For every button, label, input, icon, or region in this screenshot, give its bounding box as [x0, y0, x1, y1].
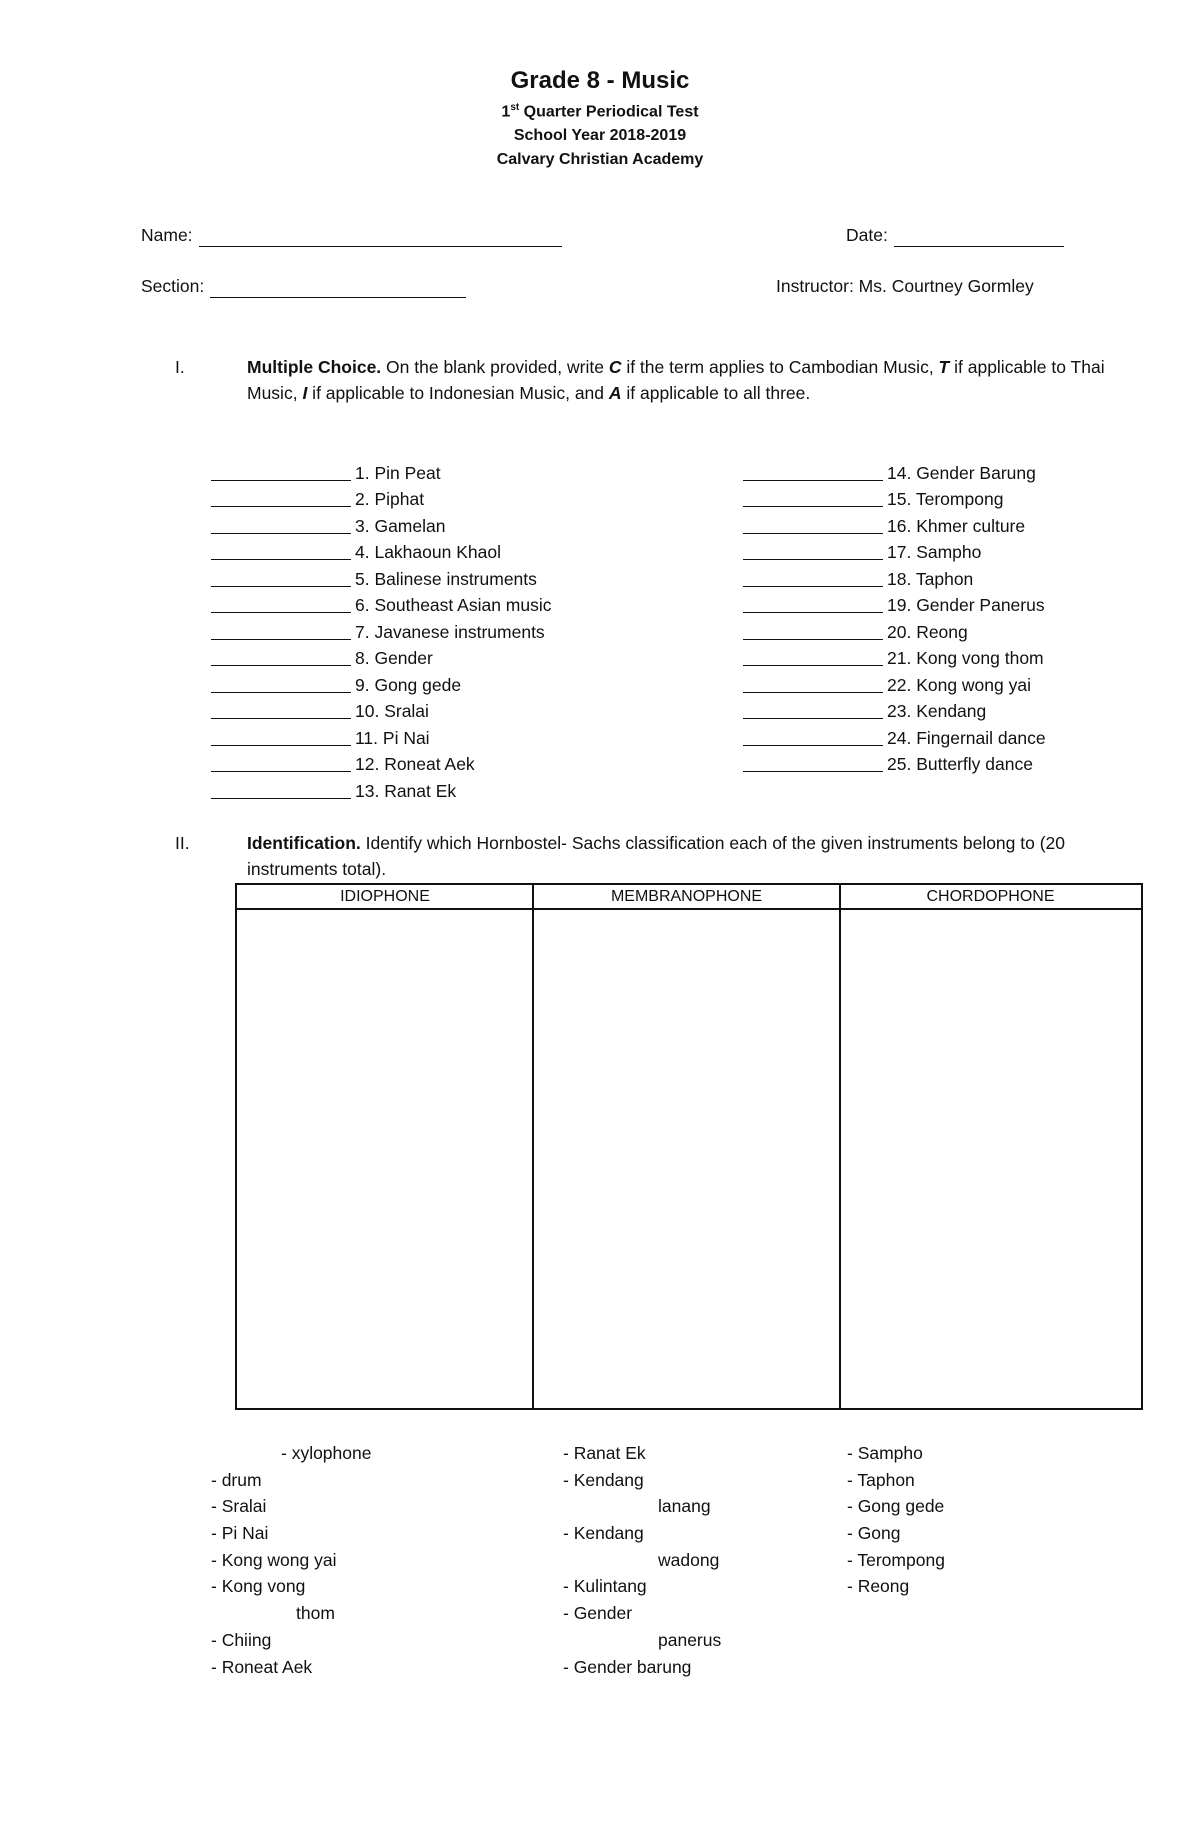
header-idiophone: IDIOPHONE: [340, 888, 430, 905]
answer-blank[interactable]: [211, 594, 351, 613]
part2-instructions: [247, 830, 1127, 882]
test-item: [743, 724, 1046, 751]
name-field: [141, 223, 562, 247]
word-bank-entry: - Terompong: [847, 1549, 945, 1570]
items-left-column: [211, 459, 552, 804]
answer-blank[interactable]: [211, 462, 351, 481]
code-c: C: [608, 357, 622, 377]
section-field: [141, 274, 466, 298]
item-label: 23. Kendang: [887, 701, 987, 721]
test-item: [743, 698, 1046, 725]
section-label: Section:: [141, 276, 205, 296]
quarter-rest: Quarter Periodical Test: [519, 103, 699, 121]
word-bank-entry: - Chiing: [211, 1629, 272, 1650]
part1-text-2: if the term applies to Cambodian Music,: [621, 357, 939, 377]
word-bank-entry: - Kulintang: [563, 1576, 647, 1597]
document-title: Grade 8 - Music: [510, 67, 690, 94]
word-bank-entry: - Reong: [847, 1576, 910, 1597]
word-bank-entry: - Sralai: [211, 1496, 267, 1517]
word-bank-entry: - Ranat Ek: [563, 1443, 646, 1463]
test-item: [743, 751, 1046, 778]
membranophone-answer-cell[interactable]: [534, 910, 839, 1408]
instructor-field: [776, 274, 1034, 298]
answer-blank[interactable]: [211, 727, 351, 746]
test-item: [211, 698, 552, 725]
item-label: 25. Butterfly dance: [887, 754, 1033, 774]
test-item: [211, 645, 552, 672]
answer-blank[interactable]: [743, 621, 883, 640]
item-label: 24. Fingernail dance: [887, 727, 1046, 748]
item-label: 8. Gender: [355, 648, 433, 668]
part2-heading: Identification.: [247, 833, 361, 853]
item-label: 12. Roneat Aek: [355, 754, 475, 774]
item-label: 19. Gender Panerus: [887, 595, 1045, 615]
item-label: 11. Pi Nai: [355, 727, 430, 748]
answer-blank[interactable]: [211, 515, 351, 534]
quarter-number: 1: [501, 103, 511, 121]
school-name: Calvary Christian Academy: [496, 151, 704, 169]
answer-blank[interactable]: [211, 700, 351, 719]
answer-blank[interactable]: [211, 541, 351, 560]
test-item: [743, 512, 1046, 539]
test-item: [211, 618, 552, 645]
answer-blank[interactable]: [743, 753, 883, 772]
word-bank-entry: - Roneat Aek: [211, 1656, 313, 1677]
date-field: [846, 223, 1064, 247]
test-item: [743, 539, 1046, 566]
section-blank[interactable]: [210, 277, 466, 298]
idiophone-answer-cell[interactable]: [237, 910, 532, 1408]
word-bank-entry: wadong: [658, 1549, 720, 1570]
test-item: [211, 671, 552, 698]
word-bank-entry: - Kong vong: [211, 1576, 306, 1597]
answer-blank[interactable]: [211, 780, 351, 799]
school-year: School Year 2018-2019: [513, 127, 687, 145]
word-bank-entry: - drum: [211, 1469, 262, 1490]
test-item: [743, 486, 1046, 513]
answer-blank[interactable]: [743, 488, 883, 507]
test-item: [211, 539, 552, 566]
item-label: 13. Ranat Ek: [355, 780, 457, 801]
part1-number: I.: [175, 357, 185, 377]
word-bank-entry: - Gong: [847, 1523, 901, 1544]
test-item: [211, 777, 552, 804]
test-item: [743, 592, 1046, 619]
item-label: 5. Balinese instruments: [355, 568, 537, 589]
answer-blank[interactable]: [211, 753, 351, 772]
name-label: Name:: [141, 225, 193, 245]
table-header-row: [237, 885, 1141, 910]
item-label: 3. Gamelan: [355, 515, 446, 536]
word-bank-entry: panerus: [658, 1629, 722, 1650]
chordophone-answer-cell[interactable]: [841, 910, 1141, 1408]
quarter-suffix: st: [510, 102, 520, 113]
test-item: [743, 565, 1046, 592]
code-a: A: [608, 383, 622, 403]
item-label: 10. Sralai: [355, 701, 429, 721]
part1-text-4: if applicable to Indonesian Music, and: [307, 383, 609, 403]
test-item: [211, 724, 552, 751]
instructor-label: Instructor: Ms. Courtney Gormley: [776, 276, 1034, 296]
classification-table: [235, 883, 1143, 1410]
part2-text: Identify which Hornbostel- Sachs classification each of the given instruments belong to (20 instruments total).: [247, 833, 1066, 879]
name-blank[interactable]: [199, 226, 562, 247]
word-bank-entry: thom: [296, 1603, 335, 1624]
word-bank-entry: - Taphon: [847, 1469, 915, 1490]
word-bank-column-2: [563, 1440, 721, 1680]
answer-blank[interactable]: [743, 674, 883, 693]
item-label: 14. Gender Barung: [887, 462, 1036, 483]
test-item: [743, 671, 1046, 698]
item-label: 9. Gong gede: [355, 674, 462, 695]
item-label: 21. Kong vong thom: [887, 648, 1044, 668]
word-bank-entry: - Gong gede: [847, 1496, 945, 1517]
word-bank-entry: - Kendang: [563, 1469, 644, 1490]
answer-blank[interactable]: [743, 594, 883, 613]
word-bank-entry: - Kong wong yai: [211, 1549, 337, 1570]
item-label: 17. Sampho: [887, 542, 982, 562]
word-bank-entry: - xylophone: [281, 1443, 372, 1463]
test-item: [211, 592, 552, 619]
test-item: [211, 565, 552, 592]
item-label: 4. Lakhaoun Khaol: [355, 542, 501, 562]
answer-blank[interactable]: [211, 674, 351, 693]
word-bank-entry: - Pi Nai: [211, 1523, 269, 1544]
item-label: 22. Kong wong yai: [887, 674, 1031, 695]
test-item: [743, 459, 1046, 486]
answer-blank[interactable]: [743, 568, 883, 587]
answer-blank[interactable]: [211, 647, 351, 666]
item-label: 7. Javanese instruments: [355, 621, 545, 642]
test-item: [743, 618, 1046, 645]
item-label: 2. Piphat: [355, 489, 425, 509]
answer-blank[interactable]: [211, 621, 351, 640]
test-item: [211, 512, 552, 539]
item-label: 18. Taphon: [887, 568, 974, 589]
answer-blank[interactable]: [743, 700, 883, 719]
date-label: Date:: [846, 225, 888, 245]
part1-text-1: On the blank provided, write: [381, 357, 609, 377]
test-name: [0, 96, 1200, 124]
code-t: T: [938, 357, 950, 377]
items-right-column: [743, 459, 1046, 777]
test-item: [743, 645, 1046, 672]
word-bank-column-3: [847, 1440, 945, 1600]
word-bank-entry: - Sampho: [847, 1443, 923, 1463]
test-item: [211, 459, 552, 486]
answer-blank[interactable]: [211, 568, 351, 587]
test-item: [211, 751, 552, 778]
date-blank[interactable]: [894, 226, 1064, 247]
part1-instructions: [247, 354, 1127, 406]
word-bank-entry: - Gender barung: [563, 1656, 692, 1677]
answer-blank[interactable]: [743, 462, 883, 481]
part1-text-3: if applicable to Thai Music,: [247, 357, 1105, 403]
answer-blank[interactable]: [743, 647, 883, 666]
answer-blank[interactable]: [211, 488, 351, 507]
word-bank-column-1: [211, 1440, 371, 1680]
word-bank-entry: lanang: [658, 1496, 711, 1517]
answer-blank[interactable]: [743, 515, 883, 534]
document-header: [0, 66, 1200, 172]
word-bank-entry: - Kendang: [563, 1523, 644, 1544]
part1-heading: Multiple Choice.: [247, 357, 382, 377]
item-label: 6. Southeast Asian music: [355, 595, 552, 615]
header-chordophone: CHORDOPHONE: [926, 888, 1055, 905]
code-i: I: [302, 383, 308, 403]
test-item: [211, 486, 552, 513]
part2-number: II.: [175, 833, 190, 853]
item-label: 20. Reong: [887, 621, 968, 642]
answer-blank[interactable]: [743, 541, 883, 560]
answer-blank[interactable]: [743, 727, 883, 746]
item-label: 16. Khmer culture: [887, 515, 1026, 536]
item-label: 1. Pin Peat: [355, 462, 441, 483]
item-label: 15. Terompong: [887, 489, 1004, 509]
part1-text-5: if applicable to all three.: [621, 383, 811, 403]
word-bank-entry: - Gender: [563, 1603, 633, 1624]
header-membranophone: MEMBRANOPHONE: [610, 888, 763, 905]
